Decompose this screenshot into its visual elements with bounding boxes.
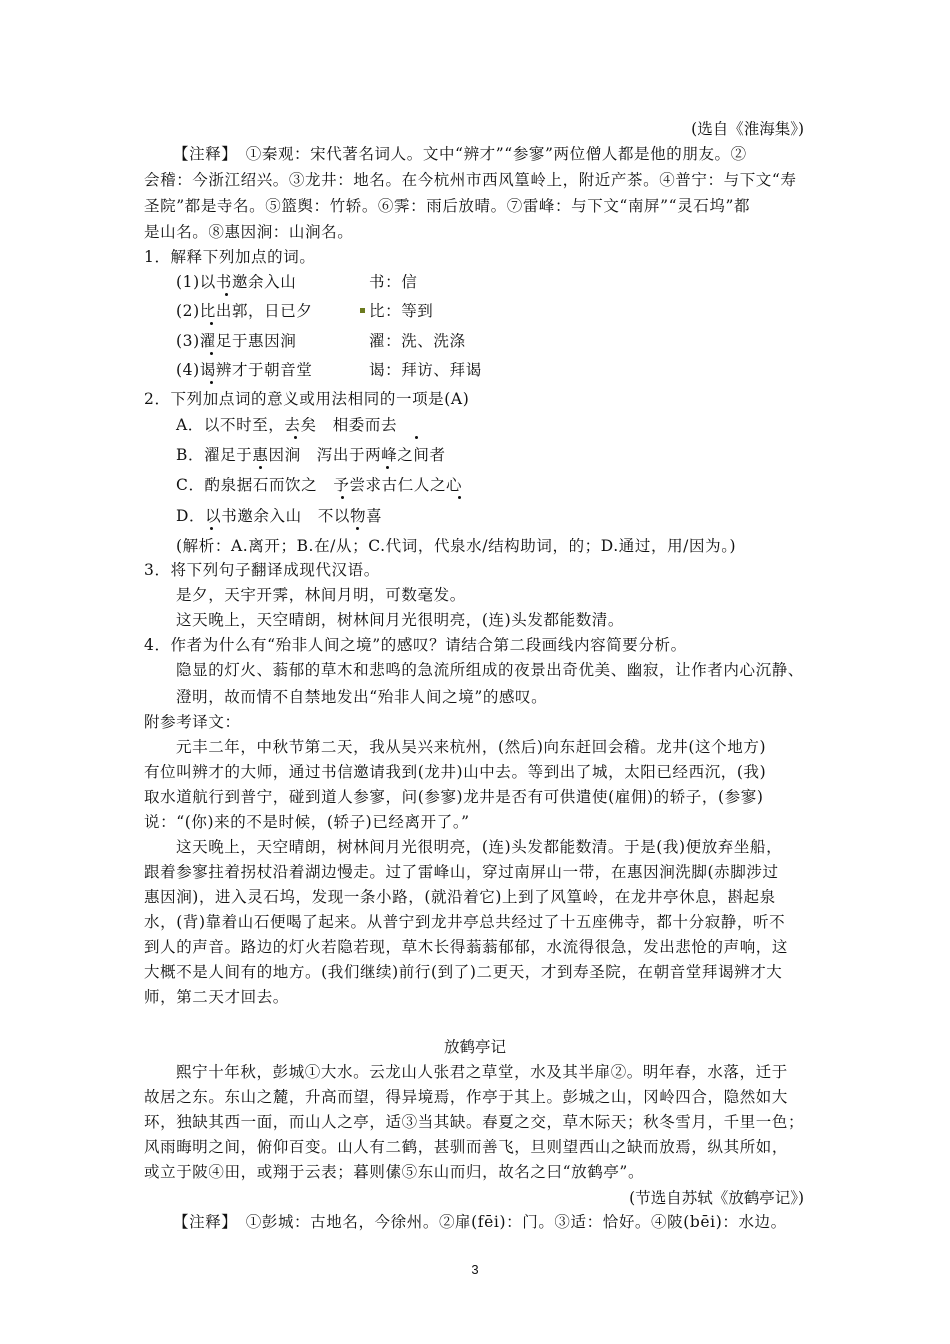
q1-item-3-phrase: (3)濯足于惠因涧 (176, 332, 297, 350)
q4-answer-line-2: 澄明，故而情不自禁地发出“殆非人间之境”的感叹。 (176, 688, 548, 706)
emphasis-dot (210, 352, 213, 355)
question-4-title: 4．作者为什么有“殆非人间之境”的感叹？请结合第二段画线内容简要分析。 (144, 636, 687, 654)
q2-option-b: B．濯足于惠因涧 泻出于两峰之间者 (176, 446, 446, 464)
q2-analysis: (解析：A.离开；B.在/从；C.代词，代泉水/结构助词，的；D.通过，用/因为。) (176, 537, 737, 555)
passage2-line-2: 故居之东。东山之麓，升高而望，得异境焉，作亭于其上。彭城之山，冈岭四合，隐然如大 (144, 1088, 789, 1106)
emphasis-dot (415, 436, 418, 439)
passage2-line-3: 环，独缺其西一面，而山人之亭，适③当其缺。春夏之交，草木际天；秋冬雪月，千里一色； (144, 1113, 805, 1131)
translation-line-2: 有位叫辨才的大师，通过书信邀请我到(龙井)山中去。等到出了城，太阳已经西沉，(我) (144, 763, 767, 781)
source-citation-1: (选自《淮海集》) (691, 120, 804, 138)
note1-line-2: 会稽：今浙江绍兴。③龙井：地名。在今杭州市西风篁岭上，附近产茶。④普宁：与下文“寿 (144, 171, 797, 189)
question-3-title: 3．将下列句子翻译成现代汉语。 (144, 561, 380, 579)
passage2-line-1: 熙宁十年秋，彭城①大水。云龙山人张君之草堂，水及其半扉②。明年春，水落，迁于 (176, 1063, 788, 1081)
q3-answer: 这天晚上，天空晴朗，树林间月光很明亮，(连)头发都能数清。 (176, 611, 624, 629)
passage2-line-5: 或立于陂④田，或翔于云表；暮则傃⑤东山而归，故名之曰“放鹤亭”。 (144, 1163, 645, 1181)
emphasis-dot (210, 322, 213, 325)
q3-sentence: 是夕，天宇开霁，林间月明，可数毫发。 (176, 586, 466, 604)
emphasis-dot (341, 496, 344, 499)
q4-answer-line-1: 隐显的灯火、蓊郁的草木和悲鸣的急流所组成的夜景出奇优美、幽寂，让作者内心沉静、 (176, 661, 804, 679)
translation-line-1: 元丰二年，中秋节第二天，我从吴兴来杭州，(然后)向东赶回会稽。龙井(这个地方) (176, 738, 767, 756)
emphasis-dot (294, 436, 297, 439)
translation-line-3: 取水道航行到普宁，碰到道人参寥，问(参寥)龙井是否有可供遣使(雇佣)的轿子，(参寥) (144, 788, 764, 806)
q1-item-4-answer: 谒：拜访、拜谒 (369, 361, 482, 379)
note1-line-4: 是山名。⑧惠因涧：山涧名。 (144, 223, 354, 241)
page-number: 3 (471, 1262, 479, 1277)
q1-item-3-answer: 濯：洗、洗涤 (369, 332, 466, 350)
question-1-title: 1．解释下列加点的词。 (144, 248, 316, 266)
translation-line-11: 师，第二天才回去。 (144, 988, 289, 1006)
emphasis-dot (210, 381, 213, 384)
emphasis-dot (386, 466, 389, 469)
translation-line-7: 惠因涧)，进入灵石坞，发现一条小路，(就沿着它)上到了风篁岭，在龙井亭休息，斟起泉 (144, 888, 776, 906)
source-citation-2: (节选自苏轼《放鹤亭记》) (629, 1189, 804, 1207)
q1-item-4-phrase: (4)谒辨才于朝音堂 (176, 361, 313, 379)
question-2-title: 2．下列加点词的意义或用法相同的一项是(A) (144, 390, 470, 408)
passage2-note: 【注释】 ①彭城：古地名，今徐州。②扉(fēi)：门。③适：恰好。④陂(bēi)：水边。 (173, 1213, 787, 1231)
translation-line-8: 水，(背)靠着山石便喝了起来。从普宁到龙井亭总共经过了十五座佛寺，都十分寂静，听不 (144, 913, 786, 931)
note1-line-3: 圣院”都是寺名。⑤篮舆：竹轿。⑥霁：雨后放晴。⑦雷峰：与下文“南屏”“灵石坞”都 (144, 197, 751, 215)
q2-option-a: A．以不时至，去矣 相委而去 (176, 416, 398, 434)
q2-option-c: C．酌泉据石而饮之 予尝求古仁人之心 (176, 476, 463, 494)
translation-line-6: 跟着参寥拄着拐杖沿着湖边慢走。过了雷峰山，穿过南屏山一带，在惠因涧洗脚(赤脚涉过 (144, 863, 779, 881)
emphasis-dot (210, 527, 213, 530)
passage2-line-4: 风雨晦明之间，俯仰百变。山人有二鹤，甚驯而善飞，旦则望西山之缺而放焉，纵其所如， (144, 1138, 789, 1156)
emphasis-dot (356, 527, 359, 530)
emphasis-dot (259, 466, 262, 469)
translation-line-4: 说：“(你)来的不是时候，(轿子)已经离开了。” (144, 813, 470, 831)
passage2-title: 放鹤亭记 (443, 1038, 506, 1056)
q2-option-d: D．以书邀余入山 不以物喜 (176, 507, 383, 525)
translation-title: 附参考译文： (144, 713, 241, 731)
emphasis-dot (225, 293, 228, 296)
translation-line-10: 大概不是人间有的地方。(我们继续)前行(到了)二更天，才到寿圣院，在朝音堂拜谒辨才大 (144, 963, 783, 981)
q1-item-2-phrase: (2)比出郭，日已夕 (176, 302, 313, 320)
emphasis-dot (458, 496, 461, 499)
note1-line-1: 【注释】 ①秦观：宋代著名词人。文中“辨才”“参寥”两位僧人都是他的朋友。② (173, 145, 747, 163)
q1-item-2-answer: 比：等到 (369, 302, 434, 320)
comment-marker-icon (360, 308, 365, 313)
q1-item-1-answer: 书：信 (369, 273, 418, 291)
translation-line-9: 到人的声音。路边的灯火若隐若现，草木长得蓊蓊郁郁，水流得很急，发出悲怆的声响，这 (144, 938, 789, 956)
q1-item-1-phrase: (1)以书邀余入山 (176, 273, 297, 291)
translation-line-5: 这天晚上，天空晴朗，树林间月光很明亮，(连)头发都能数清。于是(我)便放弃坐船， (176, 838, 783, 856)
